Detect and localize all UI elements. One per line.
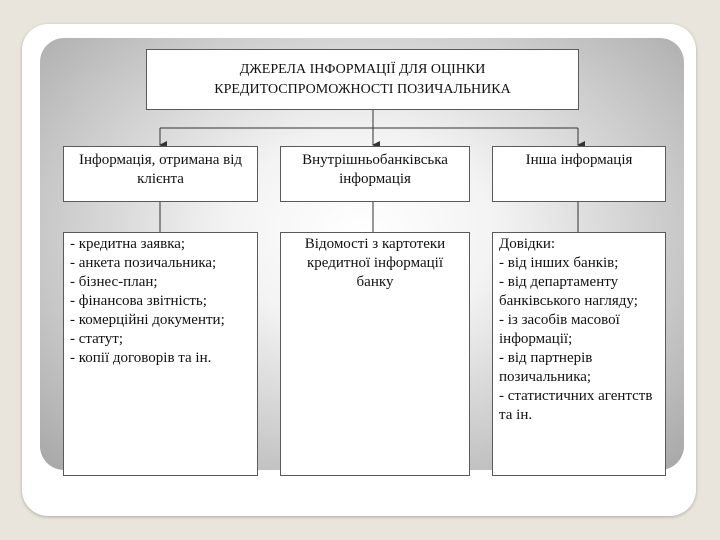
details-client-list	[63, 232, 258, 476]
list-item: - із засобів масової інформації;	[499, 312, 620, 347]
list-item: - комерційні документи;	[70, 312, 225, 328]
list-item: - кредитна заявка;	[70, 236, 186, 252]
title-line-2: КРЕДИТОСПРОМОЖНОСТІ ПОЗИЧАЛЬНИКА	[214, 81, 511, 97]
details-other-list	[492, 232, 666, 476]
list-item: Довідки:	[499, 236, 556, 252]
list-item: - статут;	[70, 331, 123, 347]
details-internal	[280, 232, 470, 476]
list-item: - від інших банків;	[499, 255, 619, 271]
list-item: - від департаменту банківського нагляду;	[499, 274, 638, 309]
category-other-info	[492, 146, 666, 202]
list-item: - бізнес-план;	[70, 274, 158, 290]
list-item: - копії договорів та ін.	[70, 350, 212, 366]
category-client-info	[63, 146, 258, 202]
category-internal-label: Внутрішньобанківська інформація	[302, 152, 448, 187]
list-item: - від партнерів позичальника;	[499, 350, 593, 385]
category-client-label: Інформація, отримана від клієнта	[78, 152, 243, 187]
details-internal-text: Відомості з картотеки кредитної інформації банку	[304, 236, 446, 290]
list-item: - анкета позичальника;	[70, 255, 217, 271]
list-item: - статистичних агентств та ін.	[499, 388, 653, 423]
title-line-1: ДЖЕРЕЛА ІНФОРМАЦІЇ ДЛЯ ОЦІНКИ	[239, 61, 486, 77]
category-other-label: Інша інформація	[525, 152, 633, 168]
category-internal-info	[280, 146, 470, 202]
list-item: - фінансова звітність;	[70, 293, 207, 309]
diagram-title	[146, 49, 579, 110]
